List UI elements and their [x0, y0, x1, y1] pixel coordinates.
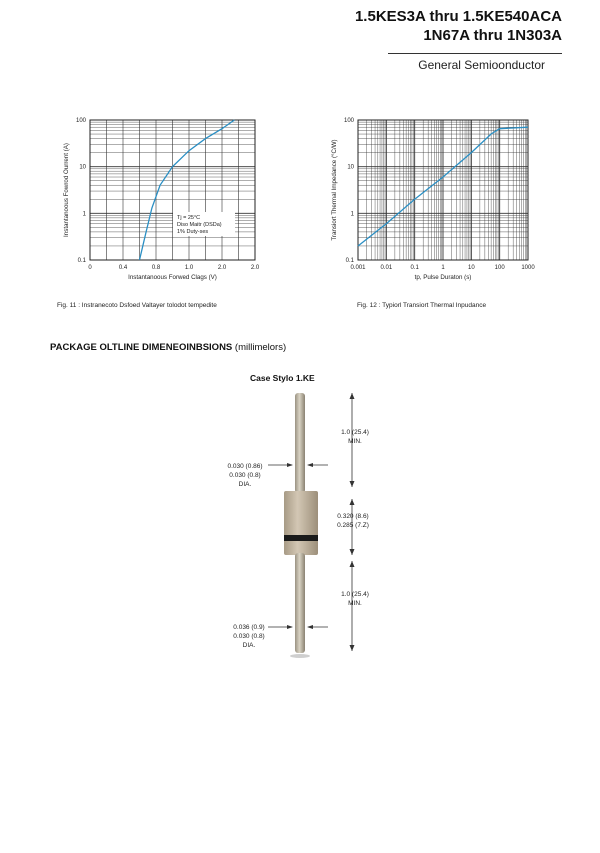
dim-top-value: 1.0 (25.4) [341, 429, 369, 436]
dim-lead-top-max: 0.030 (0.86) [227, 463, 263, 470]
y-tick-label: 100 [343, 118, 354, 124]
dim-bottom-value: 1.0 (25.4) [341, 591, 369, 598]
dim-body-length [327, 512, 379, 530]
diode-body [284, 491, 318, 555]
x-axis-label: Instantanoous Forwed Clags (V) [128, 274, 217, 281]
y-tick-label: 0.1 [77, 258, 86, 264]
x-tick-label: 0.8 [151, 265, 161, 271]
dim-top-min: MIN. [348, 438, 362, 445]
x-tick-label: 100 [494, 265, 505, 271]
y-tick-label: 0.1 [345, 258, 354, 264]
x-tick-label: 1 [441, 265, 445, 271]
annotation-line: Diso Maitr (DSDa) [177, 222, 222, 228]
fig12-caption: Fig. 12 : Typiorl Transiort Thermal Inpudance [357, 302, 487, 309]
package-drawing [180, 365, 440, 685]
dim-bottom-length [335, 590, 375, 608]
x-axis-label: tp, Pulse Duraton (s) [414, 274, 472, 281]
dim-body-min: 0.285 (7.Z) [337, 522, 369, 529]
x-tick-label: 1000 [521, 265, 535, 271]
x-tick-label: 1.0 [184, 265, 194, 271]
x-tick-label: 0.001 [350, 265, 366, 271]
annotation-line: 1% Duty-ses [177, 229, 209, 235]
x-tick-label: 2.0 [217, 265, 227, 271]
fig11-caption: Fig. 11 : Instranecoto Dsfoed Valtayer tolodot tempedite [57, 302, 217, 309]
y-tick-label: 10 [347, 164, 354, 171]
x-tick-label: 0.4 [118, 265, 128, 271]
x-tick-label: 10 [467, 265, 475, 271]
header-rule [388, 53, 562, 54]
package-title-units: (millimelors) [234, 342, 287, 353]
x-tick-label: 0.1 [410, 265, 419, 271]
dim-lead-bot-min: 0.030 (0.8) [233, 633, 265, 640]
doc-title-line2: 1N67A thru 1N303A [423, 27, 562, 44]
fig11-annotation [173, 212, 235, 236]
grid [358, 120, 528, 260]
dim-lead-bot-dia [226, 623, 272, 650]
dim-top-length [335, 428, 375, 446]
dim-bottom-min: MIN. [348, 600, 362, 607]
y-axis-label: Instantanoous Fowrod Ourrent (A) [63, 143, 70, 237]
x-tick-label: 0 [88, 265, 92, 271]
x-tick-label: 0.01 [380, 265, 393, 271]
dim-lead-bot-max: 0.036 (0.9) [233, 624, 265, 631]
dim-lead-top-dia-label: DIA. [238, 481, 252, 488]
grid [90, 120, 255, 260]
y-tick-label: 1 [82, 211, 86, 218]
y-tick-label: 10 [79, 164, 86, 171]
doc-title-line1: 1.5KES3A thru 1.5KE540ACA [354, 8, 562, 25]
doc-subtitle: General Semioonductor [418, 58, 545, 72]
bottom-lead [295, 553, 305, 653]
fig12-chart [320, 110, 550, 295]
dim-lead-top-dia [222, 462, 268, 489]
cathode-band [284, 535, 318, 541]
dim-lead-top-min: 0.030 (0.8) [229, 472, 261, 479]
dim-body-max: 0.320 (8.6) [337, 513, 369, 520]
top-lead [295, 393, 305, 493]
x-tick-label: 2.0 [250, 265, 260, 271]
annotation-line: Tj = 25°C [177, 215, 201, 221]
series-line-0 [140, 120, 235, 260]
y-tick-label: 100 [75, 118, 86, 124]
dim-lead-bot-dia-label: DIA. [242, 642, 256, 649]
y-tick-label: 1 [350, 211, 354, 218]
package-section-title [50, 342, 286, 353]
package-title: PACKAGE OLTLINE DIMENEOINBSIONS [50, 342, 233, 353]
fig11-chart [45, 110, 275, 295]
case-style-label: Case Stylo 1.KE [250, 373, 315, 383]
y-axis-label: Transiort Thermal Impedance (°C/W) [331, 139, 338, 241]
